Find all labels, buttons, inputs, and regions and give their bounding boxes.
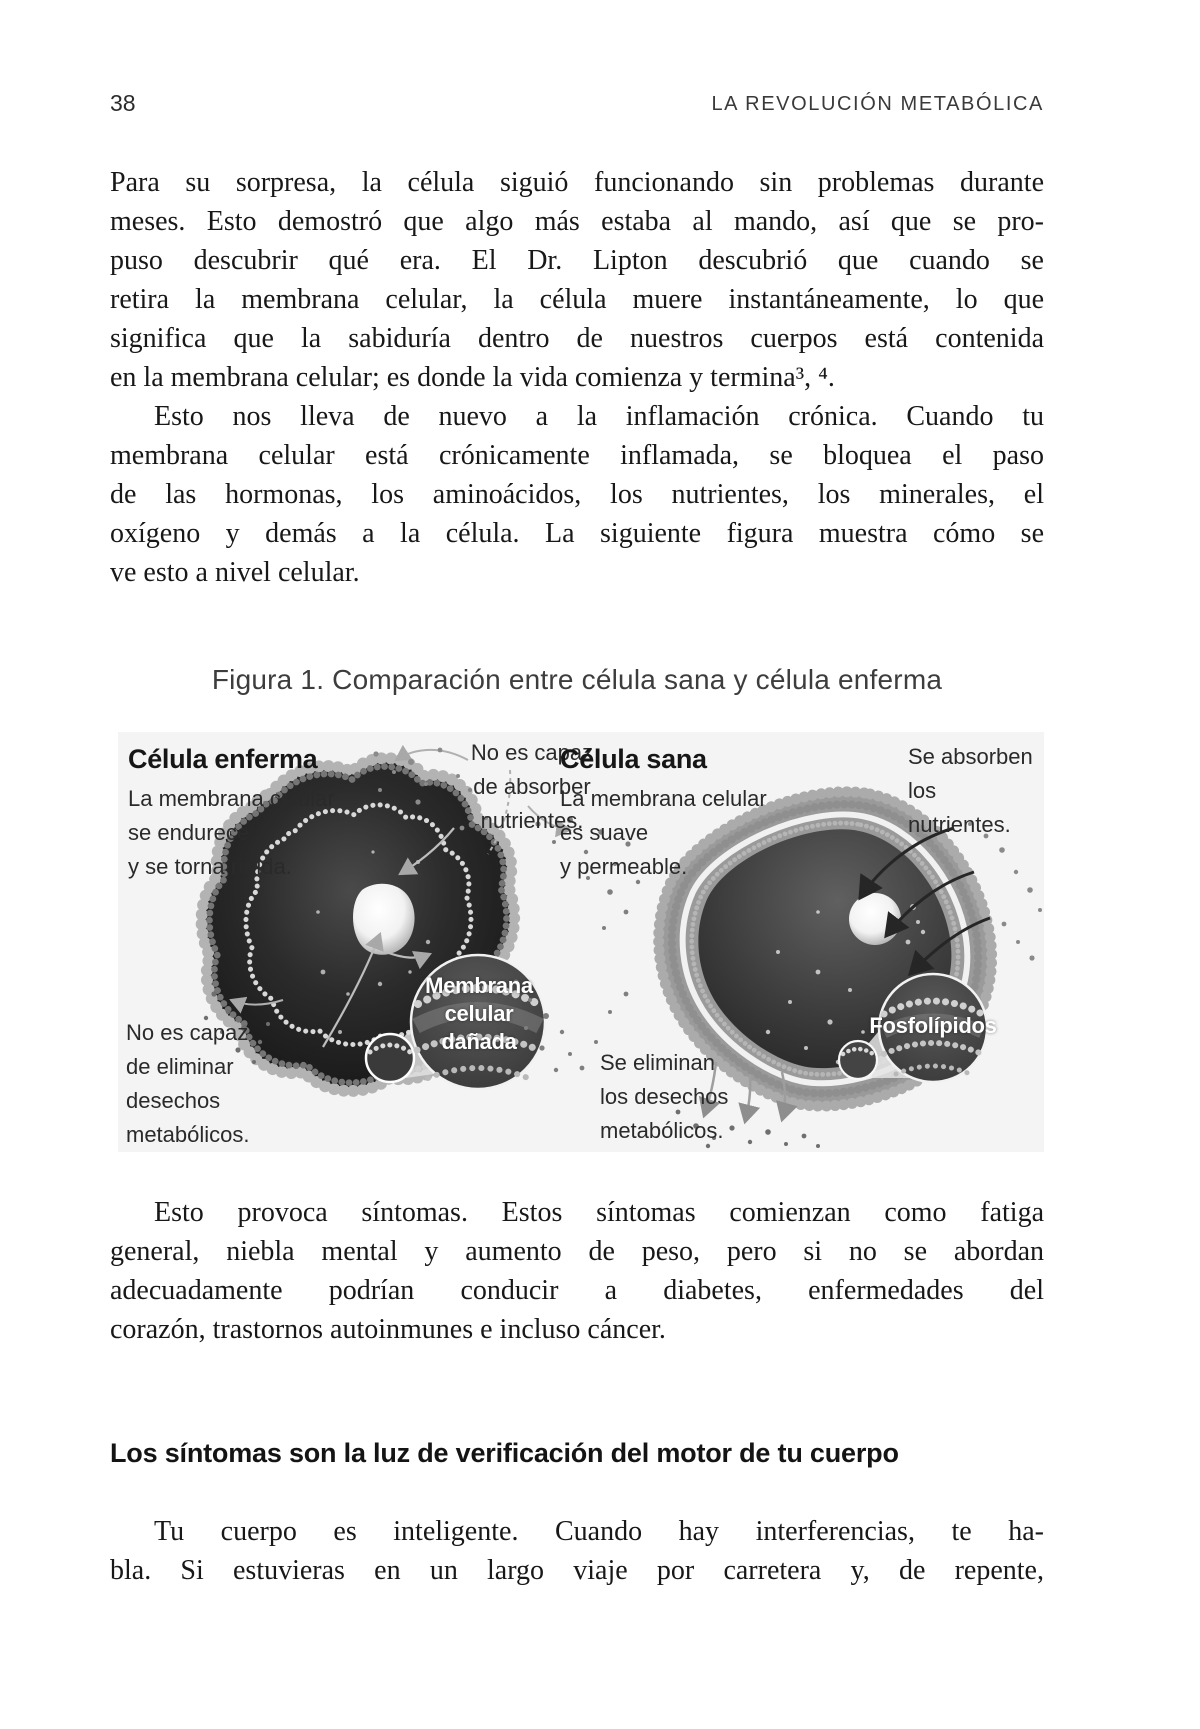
sick-cell-note-waste: No es capaz de eliminar desechos metabólicos. bbox=[126, 1020, 250, 1147]
sick-cell-title: Célula enferma bbox=[128, 744, 318, 774]
paragraph-2: Esto nos lleva de nuevo a la inflamación crónica. Cuando tu membrana celular está crónicamente inflamada, se bloquea el paso de las hormonas, los aminoácidos, los nutrientes, los minerales, el oxígeno y demás a la célula. La siguiente figura muestra cómo se ve esto a nivel celular. bbox=[110, 401, 1044, 588]
healthy-cell-note-waste: Se eliminan los desechos metabólicos. bbox=[600, 1050, 729, 1143]
healthy-cell-description: La membrana celular es suave y permeable. bbox=[560, 786, 767, 879]
sick-cell-note-nutrients: No es capaz de absorber nutrientes. bbox=[470, 740, 594, 833]
paragraph-1: Para su sorpresa, la célula siguió funcionando sin problemas durante meses. Esto demostró que algo más estaba al mando, así que se pro- puso descubrir qué era. El Dr. Lipton descubrió que cuando se retira la membrana celular, la célula muere instantáneamente, lo que significa que la sabiduría dentro de nuestros cuerpos está contenida en la membrana celular; es donde la vida comienza y termina³, ⁴. bbox=[110, 167, 1044, 393]
healthy-cell-title: Célula sana bbox=[560, 744, 707, 774]
damaged-membrane-inset-label: Membrana celular dañada bbox=[425, 973, 533, 1054]
paragraph-4: Tu cuerpo es inteligente. Cuando hay interferencias, te ha- bla. Si estuvieras en un largo viaje por carretera y, de repente, bbox=[110, 1516, 1044, 1586]
paragraph-3: Esto provoca síntomas. Estos síntomas comienzan como fatiga general, niebla mental y aumento de peso, pero si no se abordan adecuadamente podrían conducir a diabetes, enfermedades del corazón, trastornos autoinmunes e incluso cáncer. bbox=[110, 1197, 1044, 1345]
running-head: LA REVOLUCIÓN METABÓLICA bbox=[711, 93, 1044, 115]
section-heading: Los síntomas son la luz de verificación del motor de tu cuerpo bbox=[110, 1438, 899, 1468]
phospholipids-inset-label: Fosfolípidos bbox=[869, 1013, 997, 1038]
sick-cell-description: La membrana celular se endurece y se torna rígida. bbox=[128, 786, 335, 879]
figure-caption: Figura 1. Comparación entre célula sana y célula enferma bbox=[211, 664, 943, 695]
healthy-cell-note-nutrients: Se absorben los nutrientes. bbox=[908, 744, 1033, 837]
figure-cell-comparison bbox=[118, 732, 1044, 1152]
page-number: 38 bbox=[110, 90, 136, 116]
